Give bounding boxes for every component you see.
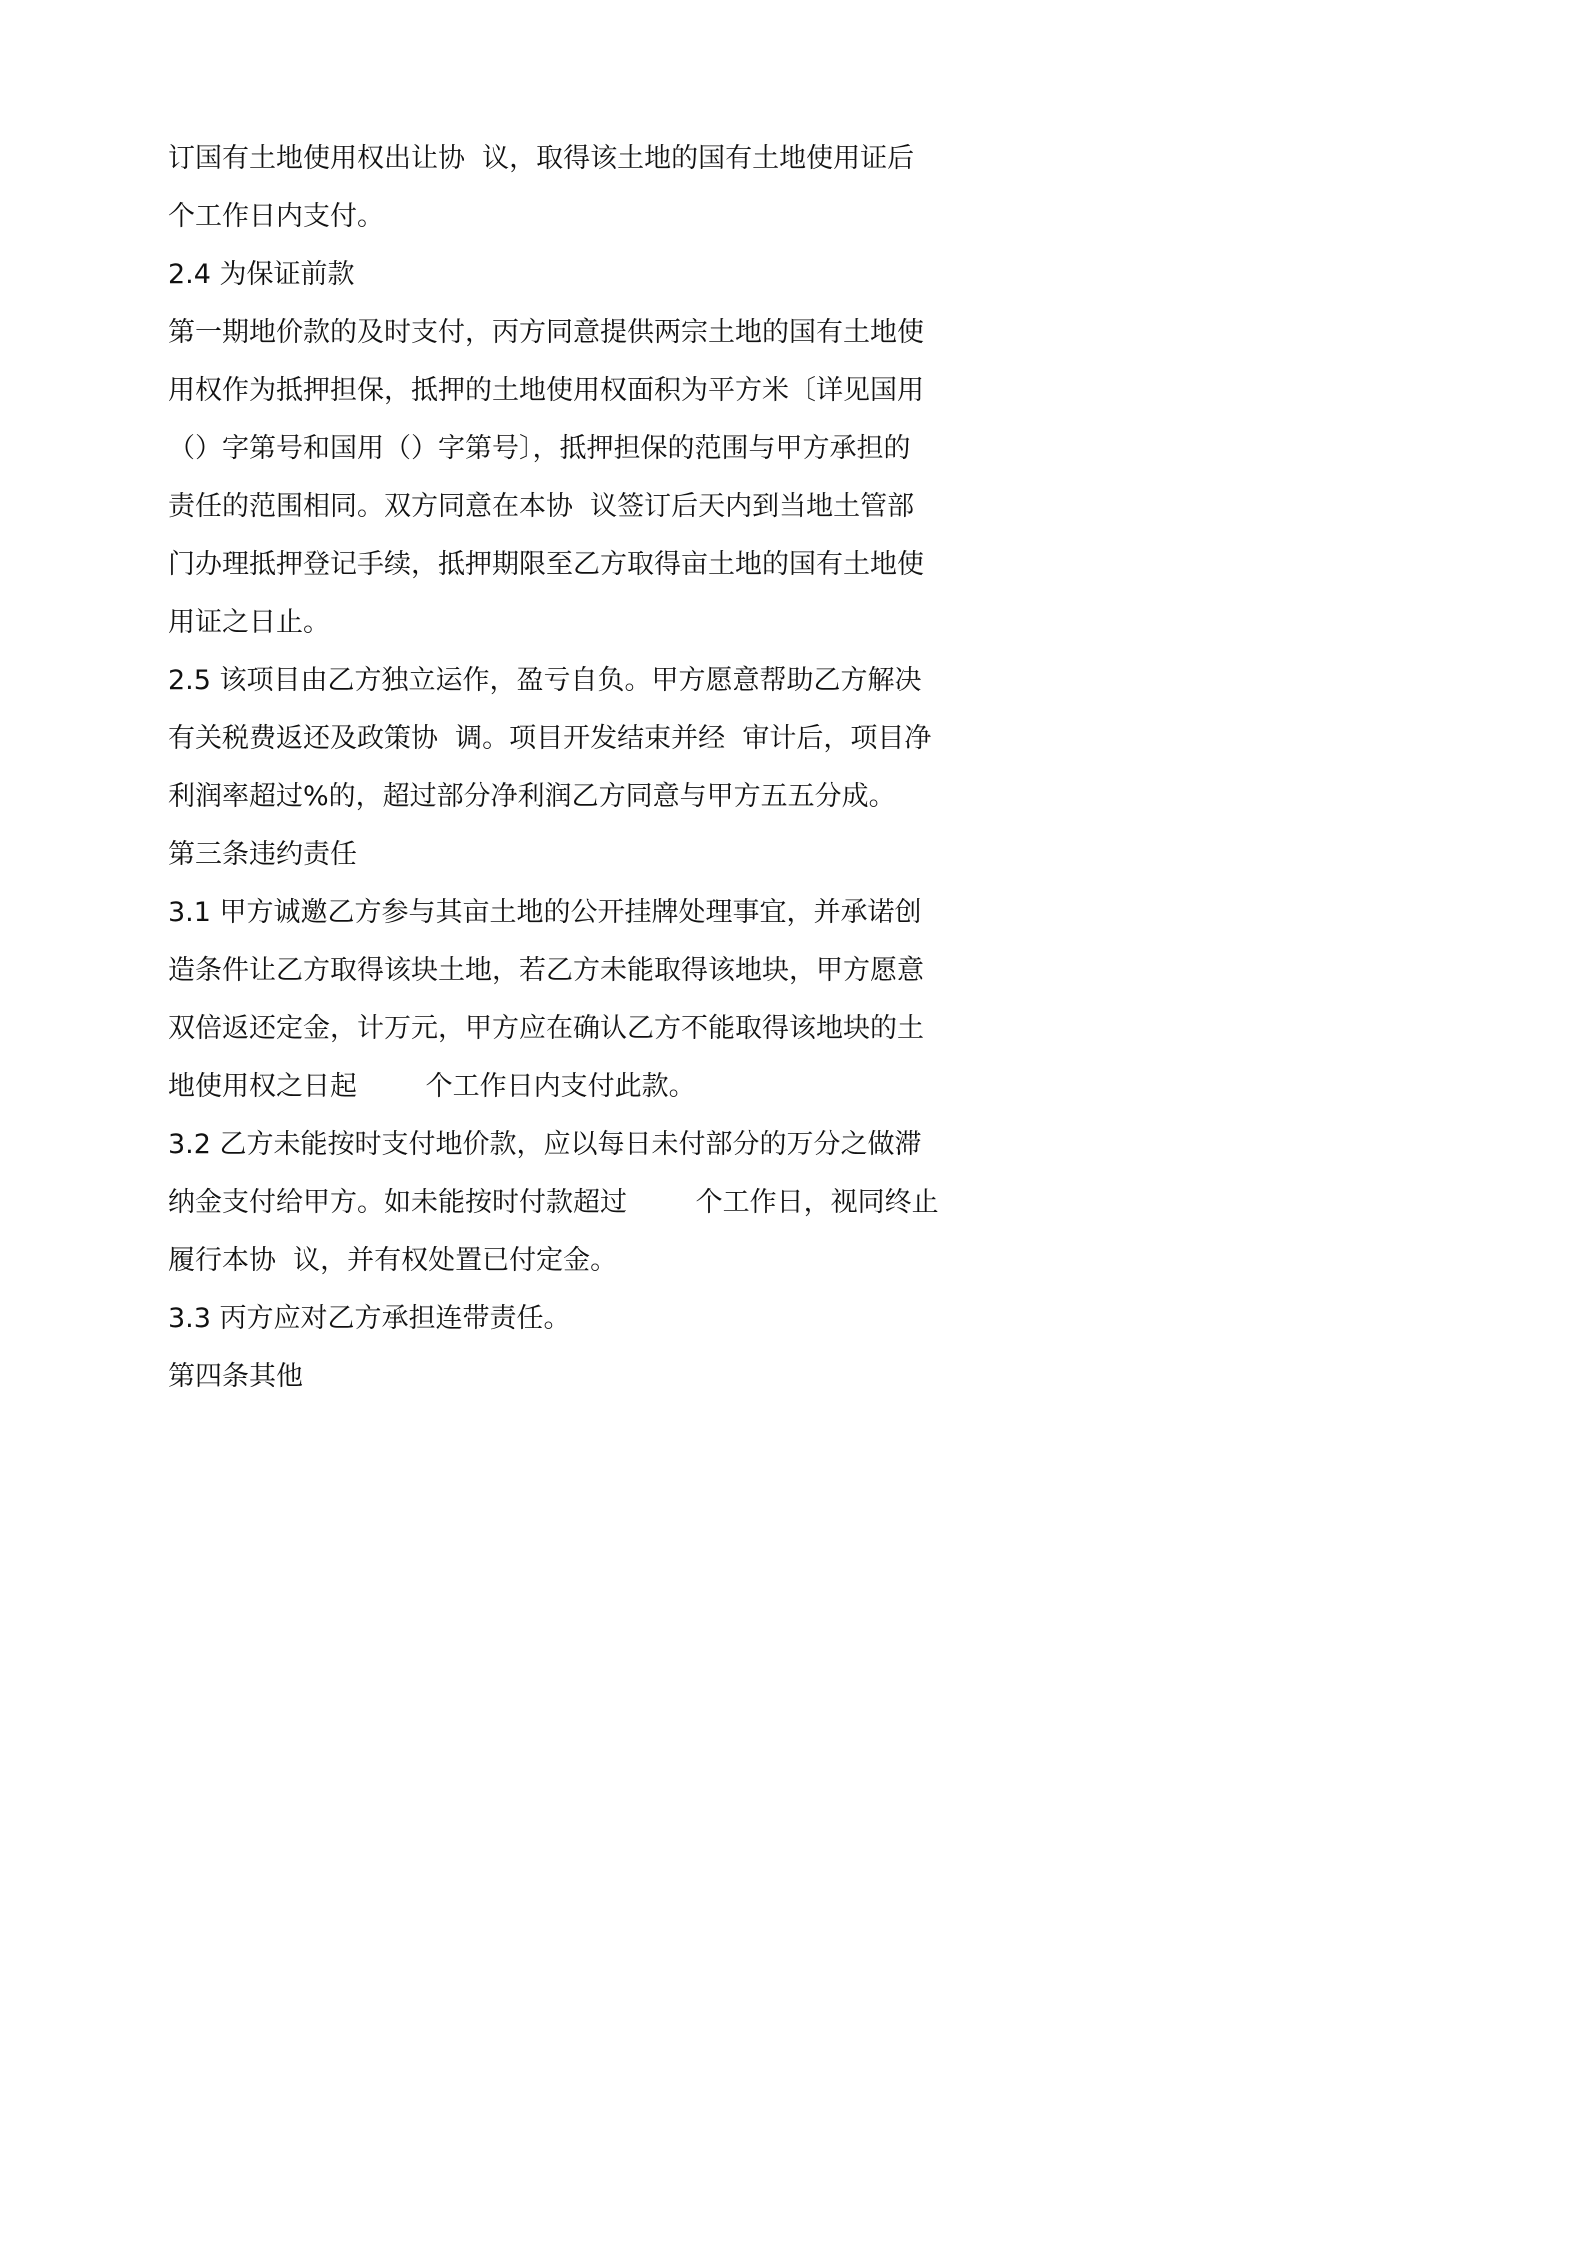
paragraph-line: 利润率超过%的，超过部分净利润乙方同意与甲方五五分成。	[168, 781, 896, 812]
paragraph-line: 第一期地价款的及时支付，丙方同意提供两宗土地的国有土地使	[168, 317, 924, 348]
section-heading: 第三条违约责任	[168, 839, 357, 870]
paragraph-line: 责任的范围相同。双方同意在本协 议签订后天内到当地土管部	[168, 491, 915, 522]
paragraph-line: 履行本协 议，并有权处置已付定金。	[168, 1245, 618, 1276]
paragraph-line: 订国有土地使用权出让协 议，取得该土地的国有土地使用证后	[168, 143, 915, 174]
document-page	[0, 0, 1100, 1556]
paragraph-line: （）字第号和国用（）字第号〕，抵押担保的范围与甲方承担的	[168, 433, 911, 464]
paragraph-line: 个工作日内支付。	[168, 201, 384, 232]
paragraph-line: 门办理抵押登记手续，抵押期限至乙方取得亩土地的国有土地使	[168, 549, 924, 580]
paragraph-line: 3.2 乙方未能按时支付地价款，应以每日未付部分的万分之做滞	[168, 1129, 922, 1160]
paragraph-line: 3.1 甲方诚邀乙方参与其亩土地的公开挂牌处理事宜，并承诺创	[168, 897, 922, 928]
section-heading: 第四条其他	[168, 1361, 303, 1392]
paragraph-line: 2.5 该项目由乙方独立运作，盈亏自负。甲方愿意帮助乙方解决	[168, 665, 922, 696]
paragraph-line: 双倍返还定金，计万元，甲方应在确认乙方不能取得该地块的土	[168, 1013, 924, 1044]
paragraph-line: 地使用权之日起 个工作日内支付此款。	[168, 1071, 696, 1102]
paragraph-line: 用权作为抵押担保，抵押的土地使用权面积为平方米〔详见国用	[168, 375, 924, 406]
section-heading: 2.4 为保证前款	[168, 259, 355, 290]
paragraph-line: 造条件让乙方取得该块土地，若乙方未能取得该地块，甲方愿意	[168, 955, 924, 986]
paragraph-line: 有关税费返还及政策协 调。项目开发结束并经 审计后，项目净	[168, 723, 932, 754]
paragraph-line: 用证之日止。	[168, 607, 330, 638]
paragraph-line: 3.3 丙方应对乙方承担连带责任。	[168, 1303, 571, 1334]
paragraph-line: 纳金支付给甲方。如未能按时付款超过 个工作日，视同终止	[168, 1187, 939, 1218]
